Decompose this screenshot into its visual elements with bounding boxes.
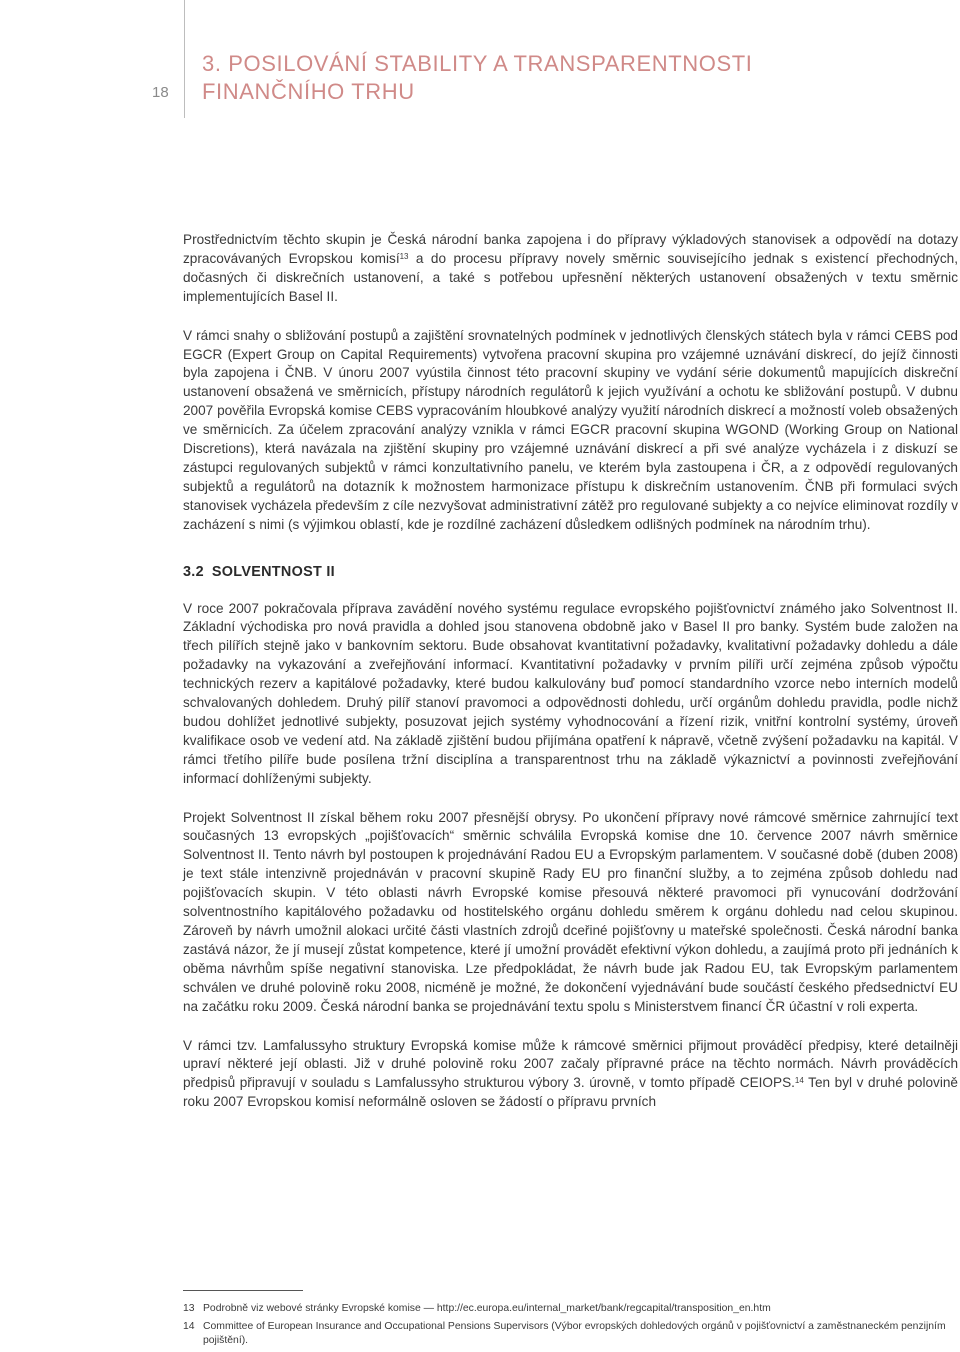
body-text [183,231,958,1132]
chapter-title-line2: FINANČNÍHO TRHU [202,79,415,104]
paragraph-5 [183,1037,958,1113]
footnote-13 [183,1302,958,1316]
chapter-title [202,50,942,106]
section-number: 3.2 [183,563,204,580]
paragraph-3: V roce 2007 pokračovala příprava zavádění nového systému regulace evropského pojišťovnictví známého jako Solventnost II. Základní východiska pro nová pravidla a dohled jsou stanovena obdobně jako v Basel II pro banky. Systém bude založen na třech pilířích stejně jako v bankovním sektoru. Bude obsahovat kvantitativní požadavky, kvalitativní požadavky dohledu a dále požadavky na vykazování a zveřejňování informací. Kvantitativní požadavky v prvním pilíři určí zejména způsob výpočtu technických rezerv a kapitálové požadavky, které budou kalkulovány buď pomocí standardního vzorce nebo interních modelů schvalovaných dohledem. Druhý pilíř stanoví pravomoci a odpovědnosti dohledu, určí orgánům dohledu pravidla, podle nichž budou dohlížet jednotlivé subjekty, posuzovat jejich systémy vyhodnocování a řízení rizik, vnitřní kontrolní systémy, úroveň kvalifikace osob ve vedení atd. Na základě zjištění budou přijímána opatření k nápravě, včetně zvýšení požadavku na kapitál. V rámci třetího pilíře bude posílena tržní disciplína a transparentnost trhu na základě výkaznictví a povinnosti zveřejňování informací dohlíženými subjekty. [183,600,958,786]
footnote-text: Podrobně viz webové stránky Evropské komise — http://ec.europa.eu/internal_market/bank/regcapital/transposition_en.htm [203,1303,771,1314]
paragraph-1-text-b: a do procesu přípravy novely směrnic souvisejícího jednak s existencí přechodných, dočasných či diskrečních ustanovení, a také s potřebou upřesnění některých ustanovení obsažených v textu směrnic implementujících Basel II. [183,250,958,304]
chapter-title-line1: 3. POSILOVÁNÍ STABILITY A TRANSPARENTNOSTI [202,51,753,76]
page-number: 18 [152,84,169,101]
footnote-number: 14 [183,1321,195,1332]
footnote-number: 13 [183,1303,195,1314]
header-divider [184,0,185,118]
section-heading [183,563,958,582]
paragraph-1 [183,231,958,307]
footnote-separator [183,1290,303,1291]
section-title: SOLVENTNOST II [211,563,335,580]
footnote-ref-13: 13 [399,251,409,261]
paragraph-5-text-b: Ten byl v druhé polovině roku 2007 Evropskou komisí neformálně osloven se žádostí o přípravu prvních [183,1075,958,1110]
footnotes [183,1302,958,1352]
paragraph-4: Projekt Solventnost II získal během roku 2007 přesnější obrysy. Po ukončení přípravy nové rámcové směrnice zahrnující text současných 13 evropských „pojišťovacích“ směrnic schválila Evropská komise dne 10. července 2007 návrh směrnice Solventnost II. Tento návrh byl postoupen k projednávání Radou EU a Evropským parlamentem. V současné době (duben 2008) je text stále intenzivně projednáván v pracovní skupině Rady EU pro finanční služby, a to zejména způsob dohledu nad pojišťovacích skupin. V této oblasti návrh Evropské komise přesouvá některé pravomoci při vynucování dodržování solventnostního kapitálového požadavku od hostitelského orgánu dohledu směrem k orgánu dohledu nad celou skupinou. Zároveň by návrh umožnil alokaci určité části vlastních zdrojů dceřiné pojišťovny u mateřské společnosti. Česká národní banka zastává názor, že jí musejí zůstat kompetence, které jí umožní provádět efektivní výkon dohledu, a zaujímá proto při jednáních k oběma návrhům spíše negativní stanoviska. Lze předpokládat, že návrh bude jak Radou EU, tak Evropským parlamentem schválen ve druhé polovině roku 2008, nicméně je možné, že dokončení vyjednávání bude součástí českého předsednictví EU na začátku roku 2009. Česká národní banka se projednávání textu spolu s Ministerstvem financí ČR účastní v roli experta. [183,809,958,1014]
footnote-14 [183,1320,958,1348]
paragraph-2: V rámci snahy o sbližování postupů a zajištění srovnatelných podmínek v jednotlivých členských státech byla v rámci CEBS pod EGCR (Expert Group on Capital Requirements) vytvořena pracovní skupina pro vzájemné uznávání diskrecí, do jejíž činnosti byla zapojena i ČNB. V únoru 2007 vyústila činnost této pracovní skupiny ve vydání série dokumentů mapujících diskreční ustanovení obsažená ve směrnicích, přístupy národních regulátorů k jejich využívání a ochotu ke sbližování postupů. V dubnu 2007 pověřila Evropská komise CEBS vypracováním hloubkové analýzy využití národních diskrecí a možností voleb obsažených ve směrnicích. Za účelem zpracování analýzy vznikla v rámci EGCR pracovní skupina WGOND (Working Group on National Discretions), která navázala na zjištění skupiny pro vzájemné uznávání diskrecí a při své analýze vycházela i z diskuzí se zástupci regulovaných subjektů v rámci konzultativního panelu, ve kterém byla zastoupena i ČR, a z odpovědí regulovaných subjektů a regulátorů na dotazník k možnostem harmonizace přístupu k diskrečním ustanovením. ČNB při formulaci svých stanovisek vycházela především z cíle nezvyšovat administrativní zátěž pro regulované subjekty a co nejvíce eliminovat rozdíly v zacházení s nimi (s výjimkou oblastí, kde je rozdílné zacházení důsledkem odlišných podmínek na národním trhu). [183,327,958,532]
footnote-text: Committee of European Insurance and Occupational Pensions Supervisors (Výbor evropských dohledových orgánů v pojišťovnictví a zaměstnaneckém penzijním pojištění). [203,1321,946,1346]
paragraph-1-text-a: Prostřednictvím těchto skupin je Česká národní banka zapojena i do přípravy výkladových stanovisek a odpovědí na dotazy zpracovávaných Evropskou komisí [183,232,958,266]
paragraph-5-text-a: V rámci tzv. Lamfalussyho struktury Evropská komise může k rámcové směrnici přijmout prováděcí předpisy, které detailněji upraví některé její oblasti. Již v druhé polovině roku 2007 začaly přípravné práce na těchto normách. Návrh prováděcích předpisů připravují v souladu s Lamfalussyho strukturou výbory 3. úrovně, v tomto případě CEIOPS. [183,1037,958,1091]
footnote-ref-14: 14 [794,1076,804,1086]
